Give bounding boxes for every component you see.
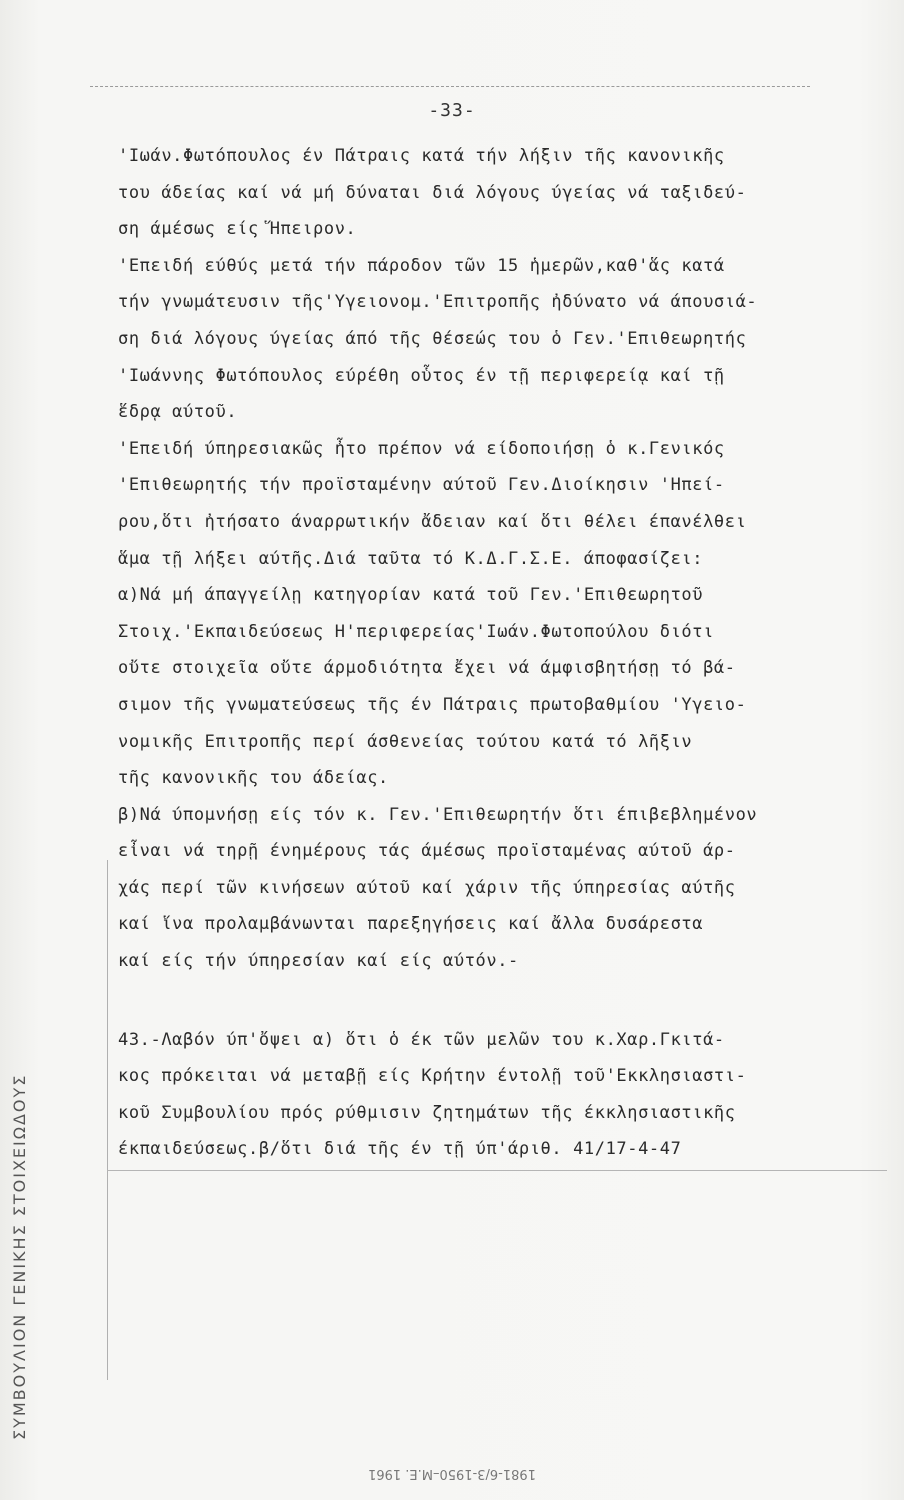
text-line: σιμον τῆς γνωματεύσεως τῆς έν Πάτραις πρωτοβαθμίου 'Υγειο- — [118, 694, 747, 715]
text-line: Στοιχ.'Εκπαιδεύσεως Η'περιφερείας'Ιωάν.Φωτοπούλου διότι — [118, 621, 714, 642]
text-line: 'Επειδή εύθύς μετά τήν πάροδον τῶν 15 ἡμερῶν,καθ'ἅς κατά — [118, 255, 725, 276]
section-43-line: 43.-Λαβόν ύπ'ὄψει α) ὅτι ὁ έκ τῶν μελῶν του κ.Χαρ.Γκιτά- — [118, 1029, 725, 1050]
text-line: 'Επιθεωρητής τήν προϊσταμένην αύτοῦ Γεν.Διοίκησιν 'Ηπεί- — [118, 475, 725, 496]
section-43-line: κος πρόκειται νά μεταβῇ είς Κρήτην έντολῇ τοῦ'Εκκλησιαστι- — [118, 1066, 747, 1087]
text-line: ση άμέσως είς Ἥπειρον. — [118, 219, 357, 240]
text-line: β)Νά ύπομνήσῃ είς τόν κ. Γεν.'Επιθεωρητήν ὅτι έπιβεβλημένον — [118, 804, 758, 825]
page-number: -33- — [428, 100, 476, 121]
section-43-line: έκπαιδεύσεως.β/ὅτι διά τῆς έν τῇ ύπ'άριθ. 41/17-4-47 — [118, 1139, 682, 1160]
text-line: χάς περί τῶν κινήσεων αύτοῦ καί χάριν τῆς ύπηρεσίας αύτῆς — [118, 877, 736, 898]
text-line: ἕδρᾳ αύτοῦ. — [118, 402, 238, 423]
text-line: ση διά λόγους ύγείας άπό τῆς θέσεώς του ὁ Γεν.'Επιθεωρητής — [118, 328, 747, 349]
text-line: εἶναι νά τηρῇ ένημέρους τάς άμέσως προϊσταμένας αύτοῦ άρ- — [118, 841, 736, 862]
section-gap — [118, 980, 898, 1022]
text-line: τῆς κανονικῆς του άδείας. — [118, 768, 389, 789]
text-line: 'Επειδή ύπηρεσιακῶς ἦτο πρέπον νά είδοποιήσῃ ὁ κ.Γενικός — [118, 438, 725, 459]
text-line: καί ἵνα προλαμβάνωνται παρεξηγήσεις καί ἄλλα δυσάρεστα — [118, 914, 704, 935]
text-line: του άδείας καί νά μή δύναται διά λόγους ύγείας νά ταξιδεύ- — [118, 182, 747, 203]
text-line: καί είς τήν ύπηρεσίαν καί είς αύτόν.- — [118, 951, 519, 972]
text-line: 'Ιωάννης Φωτόπουλος εύρέθη οὗτος έν τῇ περιφερείᾳ καί τῇ — [118, 365, 725, 386]
document-body — [118, 138, 898, 1168]
text-line: νομικῆς Επιτροπῆς περί άσθενείας τούτου κατά τό λῆξιν — [118, 731, 693, 752]
text-line: οὔτε στοιχεῖα οὔτε άρμοδιότητα ἔχει νά άμφισβητήσῃ τό βά- — [118, 658, 736, 679]
margin-stamp-text: ΣΥΜΒΟΥΛΙΟΝ ΓΕΝΙΚΗΣ ΣΤΟΙΧΕΙΩΔΟΥΣ — [10, 1073, 29, 1440]
text-line: τήν γνωμάτευσιν τῆς'Υγειονομ.'Επιτροπῆς ἠδύνατο νά άπουσιά- — [118, 292, 758, 313]
text-line: α)Νά μή άπαγγείλῃ κατηγορίαν κατά τοῦ Γεν.'Επιθεωρητοῦ — [118, 585, 704, 606]
text-line: ἅμα τῇ λήξει αύτῆς.Διά ταῦτα τό Κ.Δ.Γ.Σ.Ε. άποφασίζει: — [118, 548, 704, 569]
printer-footer: 1981-6/3-1950–Μ.Ε. 1961 — [368, 1466, 536, 1481]
section-43-line: κοῦ Συμβουλίου πρός ρύθμισιν ζητημάτων τῆς έκκλησιαστικῆς — [118, 1102, 736, 1123]
text-line: 'Ιωάν.Φωτόπουλος έν Πάτραις κατά τήν λήξιν τῆς κανονικῆς — [118, 146, 725, 166]
section-divider-rule — [107, 1170, 887, 1171]
left-margin-rule — [107, 860, 108, 1380]
top-dashed-rule — [90, 86, 810, 87]
text-line: ρου,ὅτι ἠτήσατο άναρρωτικήν ἄδειαν καί ὅτι θέλει έπανέλθει — [118, 511, 747, 532]
